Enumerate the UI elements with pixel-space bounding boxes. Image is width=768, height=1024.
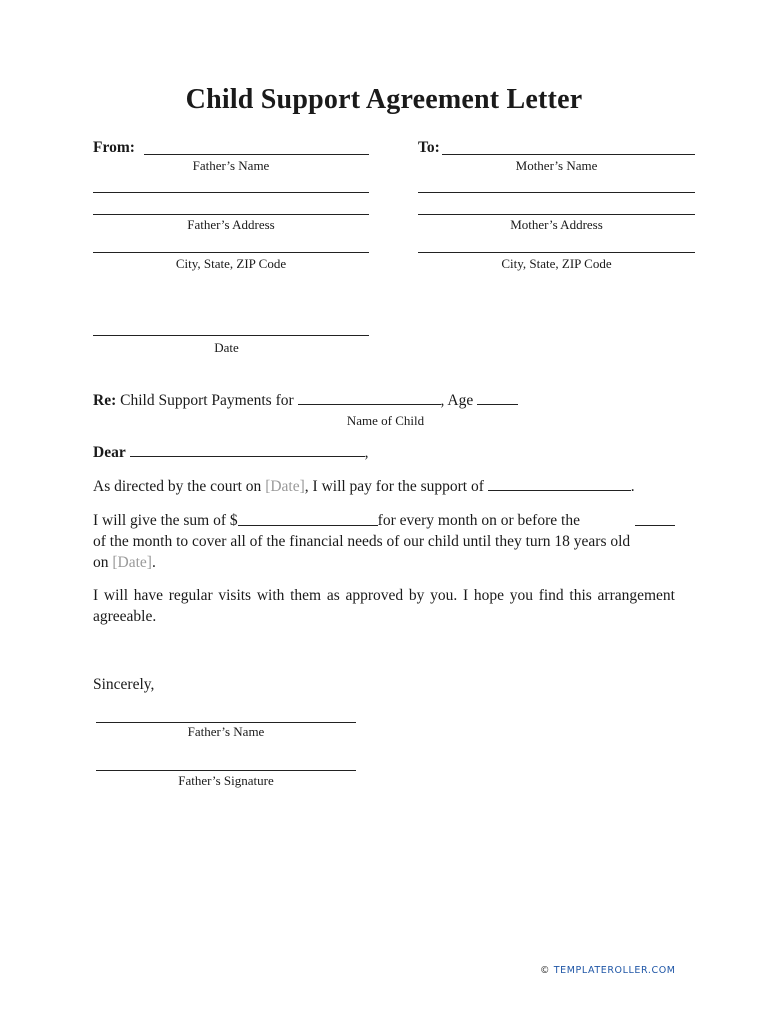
footer-link[interactable] [540,965,676,976]
father-address-line-1[interactable] [93,192,369,193]
document-title: Child Support Agreement Letter [185,84,583,115]
p1-text-a: As directed by the court on [93,478,266,495]
day-blank[interactable] [635,513,675,526]
age-text: , Age [440,392,474,409]
re-text: Child Support Payments for [120,392,294,409]
p2-end: . [151,554,156,571]
dear-label: Dear [93,444,126,461]
re-line [93,392,518,410]
signature-caption: Father’s Signature [178,773,274,788]
to-label: To: [418,139,440,156]
sign-name-caption: Father’s Name [187,724,265,739]
signature-line[interactable] [96,770,356,771]
closing: Sincerely, [93,676,155,693]
age-blank[interactable] [477,392,518,405]
paragraph-2 [93,510,675,573]
p2-line-1 [93,510,675,531]
footer-site[interactable]: TEMPLATEROLLER.COM [553,965,676,976]
to-name-line[interactable] [442,154,695,155]
date-caption: Date [214,340,239,355]
mother-address-line-2[interactable] [418,214,695,215]
p1-text-b: , I will pay for the support of [304,478,484,495]
sign-name-line[interactable] [96,722,356,723]
dear-comma: , [364,444,369,461]
father-city-line[interactable] [93,252,369,253]
mothers-address-caption: Mother’s Address [510,217,603,232]
father-address-line-2[interactable] [93,214,369,215]
p2-text-b: for every month on or before the [377,512,580,529]
support-of-blank[interactable] [488,478,631,491]
mother-city-caption: City, State, ZIP Code [501,256,612,271]
paragraph-3: I will have regular visits with them as approved by you. I hope you find this arrangement agreeable. [93,587,675,625]
name-of-child-caption: Name of Child [346,413,425,428]
p2-date-placeholder[interactable]: [Date] [112,554,152,571]
sum-blank[interactable] [238,513,378,526]
salutation [93,444,368,462]
mother-city-line[interactable] [418,252,695,253]
fathers-address-caption: Father’s Address [187,217,275,232]
p2-text-a: I will give the sum of $ [93,512,238,529]
p2-line-3 [93,552,675,573]
from-name-line[interactable] [144,154,369,155]
date-line[interactable] [93,335,369,336]
mothers-name-caption: Mother’s Name [515,158,598,173]
p2-text-c: of the month to cover all of the financial needs of our child until they turn 18 years old [93,533,631,550]
child-name-blank[interactable] [298,392,441,405]
p1-date-placeholder[interactable]: [Date] [265,478,305,495]
re-label: Re: [93,392,117,409]
p1-end: . [630,478,635,495]
father-city-caption: City, State, ZIP Code [175,256,287,271]
mother-address-line-1[interactable] [418,192,695,193]
p2-text-d: on [93,554,113,571]
dear-name-blank[interactable] [130,444,365,457]
fathers-name-caption: Father’s Name [192,158,270,173]
paragraph-1 [93,476,675,497]
copyright-icon: © [540,965,551,976]
from-label: From: [93,139,135,156]
